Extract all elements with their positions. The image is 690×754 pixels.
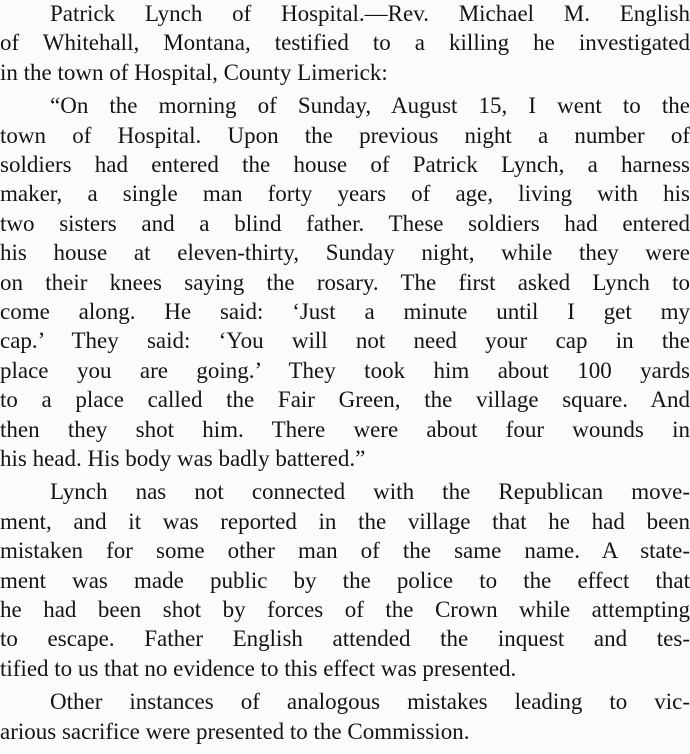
text-line: maker, a single man forty years of age, living with his: [0, 181, 690, 207]
text-line: ment, and it was reported in the village that he had been: [0, 508, 690, 534]
text-line: to a place called the Fair Green, the village square. And: [0, 387, 690, 413]
text-line: cap.’ They said: ‘You will not need your cap in the: [0, 328, 690, 354]
text-line: he had been shot by forces of the Crown while attempting: [0, 597, 690, 622]
text-line: his house at eleven-thirty, Sunday night, while they were: [0, 240, 690, 266]
text-line: of Whitehall, Montana, testified to a killing he investigated: [0, 30, 690, 56]
text-line: “On the morning of Sunday, August 15, I went to the: [50, 93, 690, 119]
text-line: tified to us that no evidence to this effect was presented.: [0, 655, 517, 681]
text-line: two sisters and a blind father. These soldiers had entered: [0, 210, 690, 236]
text-line: soldiers had entered the house of Patrick Lynch, a harness: [0, 152, 690, 177]
text-line: come along. He said: ‘Just a minute until I get my: [0, 299, 690, 324]
text-line: on their knees saying the rosary. The first asked Lynch to: [0, 269, 690, 295]
text-line: Lynch nas not connected with the Republican move-: [50, 479, 690, 505]
text-line: his head. His body was badly battered.”: [0, 446, 366, 471]
text-line: arious sacrifice were presented to the Commission.: [0, 718, 470, 744]
text-line: in the town of Hospital, County Limerick:: [0, 59, 388, 85]
text-line: ment was made public by the police to the effect that: [0, 567, 690, 593]
text-line: town of Hospital. Upon the previous night a number of: [0, 122, 690, 148]
text-line: mistaken for some other man of the same name. A state-: [0, 538, 690, 564]
text-line: then they shot him. There were about four wounds in: [0, 416, 690, 442]
text-line: Other instances of analogous mistakes leading to vic-: [50, 689, 690, 715]
text-line: Patrick Lynch of Hospital.—Rev. Michael M. English: [50, 1, 690, 26]
text-line: to escape. Father English attended the inquest and tes-: [0, 626, 690, 652]
text-line: place you are going.’ They took him about 100 yards: [0, 357, 690, 383]
